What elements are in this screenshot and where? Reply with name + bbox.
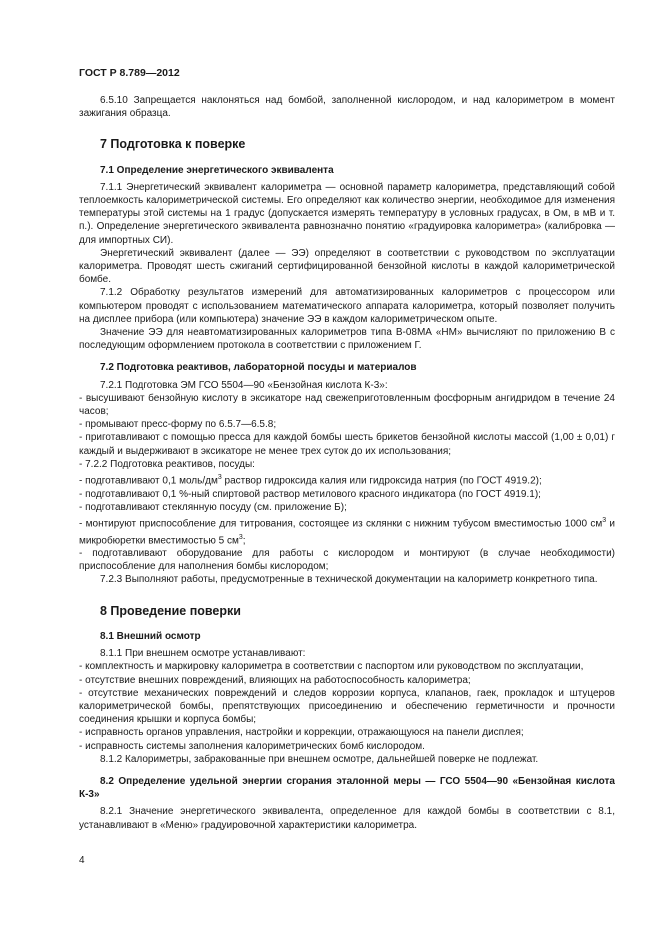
- paragraph-8-2-1: 8.2.1 Значение энергетического эквивалента, определенное для каждой бомбы в соответствии с 8.1, устанавливают в «Меню» градуировочной характеристики калориметра.: [79, 806, 615, 831]
- paragraph-7-1-2-b: Значение ЭЭ для неавтоматизированных калориметров типа В-08МА «НМ» вычисляют по приложению В с последующим оформлением протокола в соответствии с приложением Г.: [79, 327, 615, 352]
- text-run: и микробюретки вместимостью 5 см: [79, 518, 615, 546]
- superscript: 3: [217, 474, 222, 482]
- list-item: [79, 471, 615, 488]
- paragraph-7-2-3: 7.2.3 Выполняют работы, предусмотренные в технической документации на калориметр конкретного типа.: [100, 574, 598, 586]
- subsection-heading-8-1: 8.1 Внешний осмотр: [100, 630, 201, 642]
- text-run: раствор гидроксида калия или гидроксида натрия (по ГОСТ 4919.2);: [221, 475, 542, 487]
- list-item: - отсутствие внешних повреждений, влияющих на работоспособность калориметра;: [79, 674, 471, 686]
- list-item: - подготавливают 0,1 %-ный спиртовой раствор метилового красного индикатора (по ГОСТ 4919.1);: [79, 488, 541, 500]
- subsection-heading-7-2: 7.2 Подготовка реактивов, лабораторной посуды и материалов: [100, 362, 417, 374]
- paragraph-7-1-1: 7.1.1 Энергетический эквивалент калориметра — основной параметр калориметра, представляющий собой теплоемкость калориметрической системы. Его определяют как количество энергии, необходимое для изменения температуры этой системы на 1 градус (допускается измерять температуру в условных градусах, в Ом, в мВ и т. п.). Определение энергетического эквивалента равнозначно понятию «градуировка калориметра» (калибровка — для импортных СИ).: [79, 181, 615, 246]
- paragraph-7-1-1-b: Энергетический эквивалент (далее — ЭЭ) определяют в соответствии с руководством по эксплуатации калориметра. Проводят шесть сжиганий сертифицированной бензойной кислоты в каждой калориметрической бомбе.: [79, 247, 615, 286]
- section-heading-7: 7 Подготовка к поверке: [100, 137, 246, 152]
- list-item: - подготавливают стеклянную посуду (см. приложение Б);: [79, 501, 347, 513]
- text-run: - монтируют приспособление для титрования, состоящее из склянки с нижним тубусом вместимостью 1000 см: [79, 518, 603, 530]
- list-item: - исправность органов управления, настройки и коррекции, отражающуюся на панели дисплея;: [79, 727, 524, 739]
- list-item: - промывают пресс-форму по 6.5.7—6.5.8;: [79, 419, 277, 431]
- paragraph-8-1-2: 8.1.2 Калориметры, забракованные при внешнем осмотре, дальнейшей поверке не подлежат.: [100, 753, 539, 765]
- list-item: - высушивают бензойную кислоту в эксикаторе над свежеприготовленным фосфорным ангидридом в течение 24 часов;: [79, 392, 615, 418]
- paragraph-6-5-10: 6.5.10 Запрещается наклоняться над бомбой, заполненной кислородом, и над калориметром в момент зажигания образца.: [79, 95, 615, 120]
- list-item: [79, 514, 615, 547]
- document-header: ГОСТ Р 8.789—2012: [79, 67, 180, 79]
- subsection-heading-8-2: 8.2 Определение удельной энергии сгорания эталонной меры — ГСО 5504—90 «Бензойная кислота К-3»: [79, 775, 615, 801]
- list-item: - подготавливают оборудование для работы с кислородом и монтируют (в случае необходимости) приспособление для наполнения бомбы кислородом;: [79, 548, 615, 573]
- superscript: 3: [602, 517, 607, 525]
- superscript: 3: [238, 533, 243, 541]
- text-run: - подготавливают 0,1 моль/дм: [79, 475, 218, 487]
- section-heading-8: 8 Проведение поверки: [100, 603, 241, 618]
- page-number: 4: [79, 855, 85, 866]
- list-item: - исправность системы заполнения калориметрических бомб кислородом.: [79, 740, 425, 752]
- list-item: - приготавливают с помощью пресса для каждой бомбы шесть брикетов бензойной кислоты массой (1,00 ± 0,01) г каждый и выдерживают в эксикаторе не менее трех суток до их использования;: [79, 432, 615, 457]
- paragraph-7-1-2: 7.1.2 Обработку результатов измерений для автоматизированных калориметров с процессором или компьютером проводят с использованием математического аппарата калориметра, который позволяет получить на дисплее прибора (или компьютера) значение ЭЭ в каждом калориметрическом опыте.: [79, 287, 615, 325]
- list-item: - 7.2.2 Подготовка реактивов, посуды:: [79, 458, 255, 470]
- subsection-heading-7-1: 7.1 Определение энергетического эквивалента: [100, 164, 334, 176]
- paragraph-8-1-1: 8.1.1 При внешнем осмотре устанавливают:: [100, 648, 306, 660]
- text-run: ;: [242, 534, 246, 546]
- page-content: [79, 94, 615, 832]
- list-item: - отсутствие механических повреждений и следов коррозии корпуса, клапанов, гаек, прокладок и штуцеров калориметрической бомбы, препятствующих присоединению и обеспечению герметичности и прочности соединения крышки и корпуса бомбы;: [79, 687, 615, 726]
- paragraph-7-2-1: 7.2.1 Подготовка ЭМ ГСО 5504—90 «Бензойная кислота К-3»:: [100, 379, 388, 391]
- list-item: - комплектность и маркировку калориметра в соответствии с паспортом или руководством по эксплуатации,: [79, 661, 584, 673]
